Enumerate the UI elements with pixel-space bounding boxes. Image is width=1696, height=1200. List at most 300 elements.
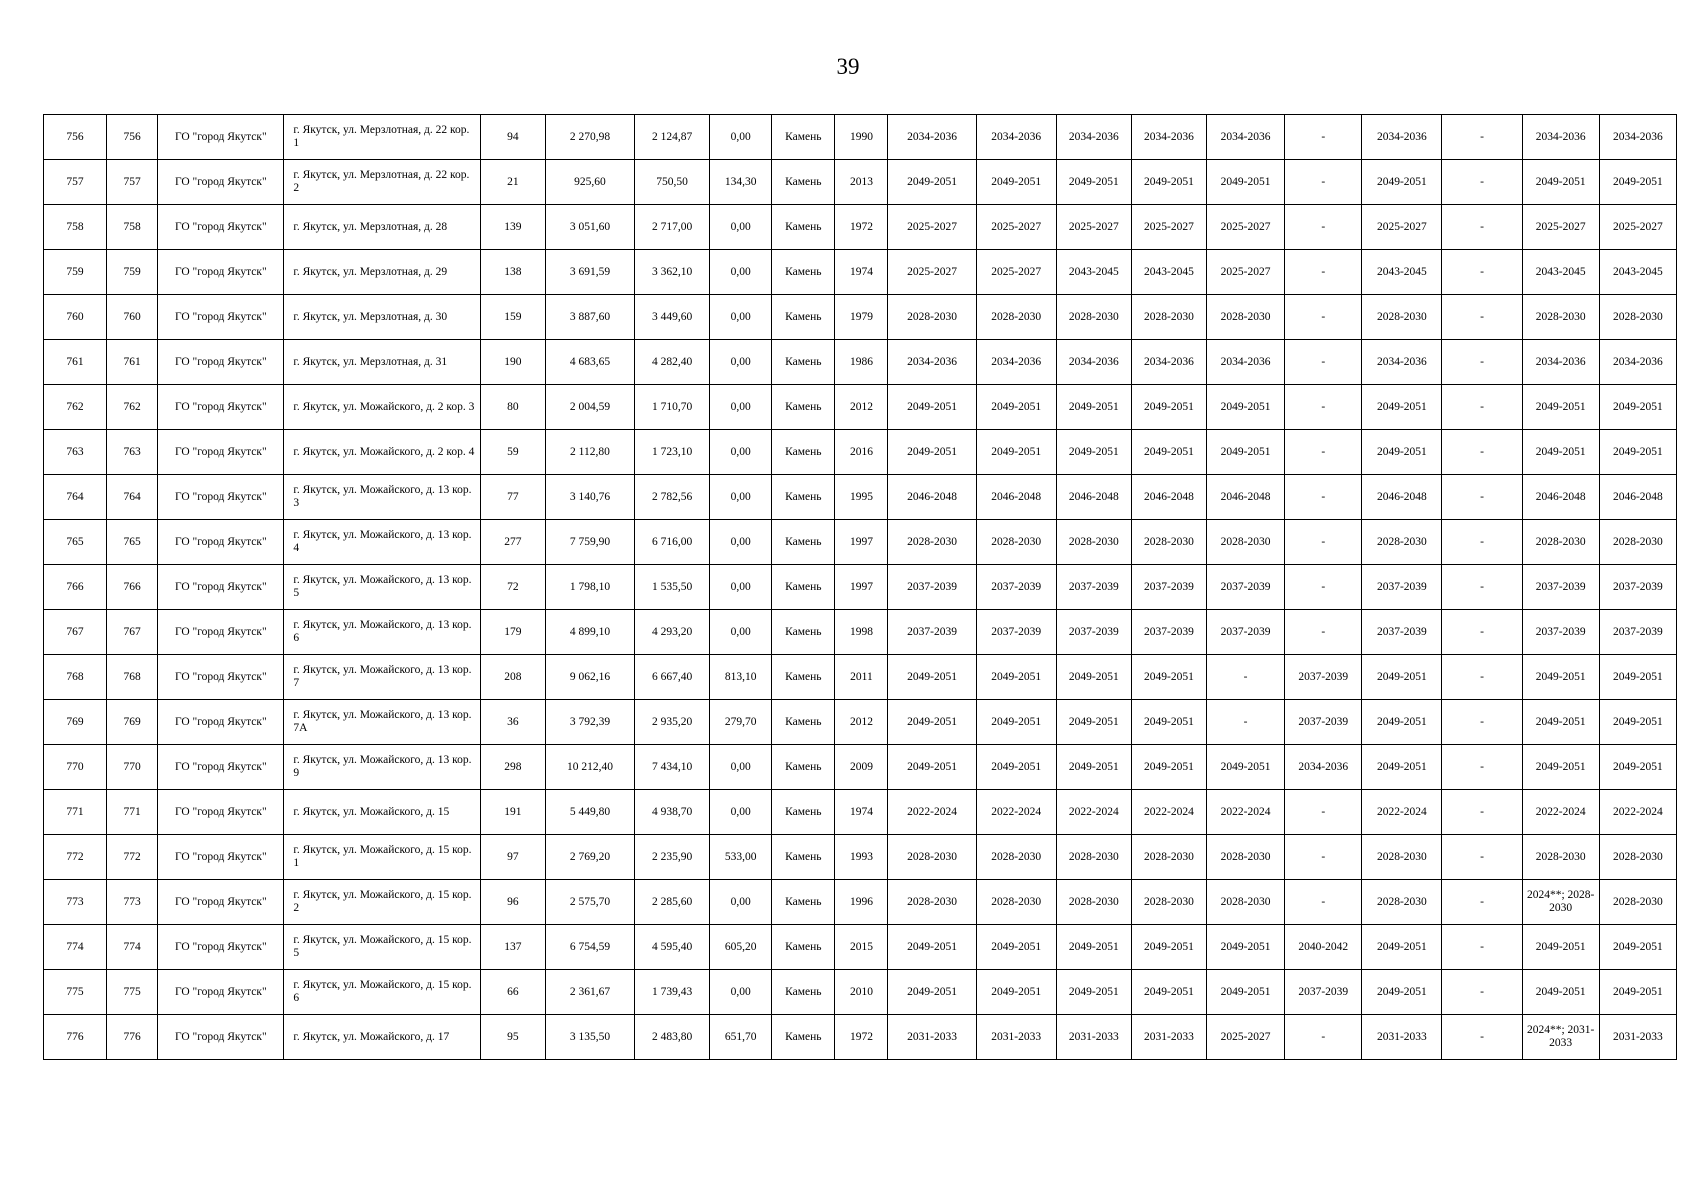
work-period-cell: 2034-2036 (1362, 340, 1442, 385)
address-cell: г. Якутск, ул. Можайского, д. 13 кор. 7 (284, 655, 480, 700)
work-period-cell: - (1442, 925, 1522, 970)
living-area-cell: 1 739,43 (635, 970, 710, 1015)
wall-material-cell: Камень (772, 385, 835, 430)
living-area-cell: 1 723,10 (635, 430, 710, 475)
residents-cell: 21 (480, 160, 545, 205)
living-area-cell: 4 293,20 (635, 610, 710, 655)
wall-material-cell: Камень (772, 655, 835, 700)
nonresidential-area-cell: 134,30 (710, 160, 772, 205)
work-period-cell: 2049-2051 (1056, 430, 1131, 475)
work-period-cell: - (1285, 610, 1362, 655)
build-year-cell: 2012 (835, 385, 888, 430)
work-period-cell: 2037-2039 (1522, 610, 1599, 655)
work-period-cell: 2049-2051 (888, 655, 976, 700)
work-period-cell: 2049-2051 (1131, 745, 1206, 790)
work-period-cell: 2049-2051 (1599, 430, 1676, 475)
table-row (44, 250, 1677, 295)
work-period-cell: 2034-2036 (1131, 340, 1206, 385)
wall-material-cell: Камень (772, 430, 835, 475)
residents-cell: 66 (480, 970, 545, 1015)
address-cell: г. Якутск, ул. Можайского, д. 13 кор. 6 (284, 610, 480, 655)
row-number-cell: 775 (44, 970, 107, 1015)
work-period-cell: 2025-2027 (888, 250, 976, 295)
total-area-cell: 3 792,39 (545, 700, 634, 745)
work-period-cell: 2037-2039 (976, 610, 1056, 655)
residents-cell: 36 (480, 700, 545, 745)
work-period-cell: 2046-2048 (888, 475, 976, 520)
wall-material-cell: Камень (772, 970, 835, 1015)
work-period-cell: 2028-2030 (1207, 880, 1285, 925)
work-period-cell: 2046-2048 (1056, 475, 1131, 520)
wall-material-cell: Камень (772, 880, 835, 925)
work-period-cell: - (1442, 340, 1522, 385)
work-period-cell: - (1442, 1015, 1522, 1060)
work-period-cell: 2049-2051 (1522, 655, 1599, 700)
total-area-cell: 6 754,59 (545, 925, 634, 970)
work-period-cell: 2022-2024 (1599, 790, 1676, 835)
living-area-cell: 2 935,20 (635, 700, 710, 745)
nonresidential-area-cell: 0,00 (710, 430, 772, 475)
work-period-cell: - (1285, 205, 1362, 250)
municipality-cell: ГО "город Якутск" (158, 790, 284, 835)
work-period-cell: - (1442, 970, 1522, 1015)
row-number-cell: 766 (44, 565, 107, 610)
work-period-cell: - (1285, 385, 1362, 430)
registry-number-cell: 760 (107, 295, 158, 340)
work-period-cell: 2049-2051 (1056, 925, 1131, 970)
work-period-cell: 2043-2045 (1522, 250, 1599, 295)
work-period-cell: - (1442, 880, 1522, 925)
work-period-cell: - (1442, 565, 1522, 610)
work-period-cell: - (1285, 250, 1362, 295)
residents-cell: 77 (480, 475, 545, 520)
wall-material-cell: Камень (772, 610, 835, 655)
municipality-cell: ГО "город Якутск" (158, 250, 284, 295)
work-period-cell: 2028-2030 (1056, 835, 1131, 880)
wall-material-cell: Камень (772, 250, 835, 295)
municipality-cell: ГО "город Якутск" (158, 430, 284, 475)
work-period-cell: 2028-2030 (976, 295, 1056, 340)
registry-number-cell: 766 (107, 565, 158, 610)
municipality-cell: ГО "город Якутск" (158, 925, 284, 970)
municipality-cell: ГО "город Якутск" (158, 385, 284, 430)
build-year-cell: 1986 (835, 340, 888, 385)
build-year-cell: 1996 (835, 880, 888, 925)
work-period-cell: 2034-2036 (1522, 340, 1599, 385)
living-area-cell: 2 483,80 (635, 1015, 710, 1060)
work-period-cell: 2031-2033 (888, 1015, 976, 1060)
work-period-cell: - (1285, 790, 1362, 835)
work-period-cell: 2049-2051 (1599, 925, 1676, 970)
work-period-cell: 2049-2051 (1056, 700, 1131, 745)
residents-cell: 95 (480, 1015, 545, 1060)
work-period-cell: 2028-2030 (1599, 295, 1676, 340)
total-area-cell: 2 575,70 (545, 880, 634, 925)
residents-cell: 94 (480, 115, 545, 160)
work-period-cell: 2049-2051 (1362, 700, 1442, 745)
address-cell: г. Якутск, ул. Можайского, д. 17 (284, 1015, 480, 1060)
living-area-cell: 2 717,00 (635, 205, 710, 250)
registry-number-cell: 775 (107, 970, 158, 1015)
registry-number-cell: 773 (107, 880, 158, 925)
work-period-cell: 2034-2036 (1207, 340, 1285, 385)
work-period-cell: 2049-2051 (1522, 925, 1599, 970)
work-period-cell: 2037-2039 (1599, 610, 1676, 655)
row-number-cell: 767 (44, 610, 107, 655)
registry-number-cell: 764 (107, 475, 158, 520)
work-period-cell: 2028-2030 (976, 520, 1056, 565)
work-period-cell: 2049-2051 (1522, 385, 1599, 430)
residents-cell: 137 (480, 925, 545, 970)
table-row (44, 295, 1677, 340)
address-cell: г. Якутск, ул. Мерзлотная, д. 30 (284, 295, 480, 340)
work-period-cell: 2049-2051 (1207, 160, 1285, 205)
living-area-cell: 3 362,10 (635, 250, 710, 295)
row-number-cell: 761 (44, 340, 107, 385)
work-period-cell: 2037-2039 (1285, 655, 1362, 700)
work-period-cell: 2028-2030 (1131, 520, 1206, 565)
residents-cell: 298 (480, 745, 545, 790)
total-area-cell: 3 691,59 (545, 250, 634, 295)
address-cell: г. Якутск, ул. Мерзлотная, д. 22 кор. 2 (284, 160, 480, 205)
work-period-cell: 2049-2051 (1207, 925, 1285, 970)
work-period-cell: 2025-2027 (1362, 205, 1442, 250)
municipality-cell: ГО "город Якутск" (158, 970, 284, 1015)
work-period-cell: 2028-2030 (1599, 880, 1676, 925)
work-period-cell: - (1442, 610, 1522, 655)
work-period-cell: - (1285, 520, 1362, 565)
work-period-cell: 2031-2033 (1599, 1015, 1676, 1060)
work-period-cell: 2049-2051 (1599, 385, 1676, 430)
nonresidential-area-cell: 605,20 (710, 925, 772, 970)
nonresidential-area-cell: 0,00 (710, 340, 772, 385)
municipality-cell: ГО "город Якутск" (158, 835, 284, 880)
work-period-cell: 2037-2039 (1207, 610, 1285, 655)
build-year-cell: 1972 (835, 1015, 888, 1060)
work-period-cell: - (1285, 880, 1362, 925)
wall-material-cell: Камень (772, 835, 835, 880)
work-period-cell: 2049-2051 (1056, 970, 1131, 1015)
work-period-cell: 2025-2027 (888, 205, 976, 250)
work-period-cell: - (1442, 115, 1522, 160)
table-row (44, 700, 1677, 745)
total-area-cell: 3 140,76 (545, 475, 634, 520)
address-cell: г. Якутск, ул. Можайского, д. 15 кор. 2 (284, 880, 480, 925)
work-period-cell: 2028-2030 (888, 835, 976, 880)
build-year-cell: 1972 (835, 205, 888, 250)
work-period-cell: 2037-2039 (1131, 610, 1206, 655)
work-period-cell: - (1285, 115, 1362, 160)
work-period-cell: - (1442, 475, 1522, 520)
registry-number-cell: 756 (107, 115, 158, 160)
work-period-cell: 2037-2039 (888, 610, 976, 655)
municipality-cell: ГО "город Якутск" (158, 880, 284, 925)
work-period-cell: 2034-2036 (1056, 340, 1131, 385)
work-period-cell: 2025-2027 (1207, 250, 1285, 295)
registry-number-cell: 771 (107, 790, 158, 835)
work-period-cell: 2049-2051 (976, 970, 1056, 1015)
work-period-cell: 2037-2039 (1362, 565, 1442, 610)
work-period-cell: 2049-2051 (1362, 430, 1442, 475)
work-period-cell: 2049-2051 (1207, 970, 1285, 1015)
table-row (44, 610, 1677, 655)
row-number-cell: 759 (44, 250, 107, 295)
total-area-cell: 4 683,65 (545, 340, 634, 385)
nonresidential-area-cell: 0,00 (710, 385, 772, 430)
address-cell: г. Якутск, ул. Мерзлотная, д. 28 (284, 205, 480, 250)
work-period-cell: 2049-2051 (888, 925, 976, 970)
municipality-cell: ГО "город Якутск" (158, 160, 284, 205)
work-period-cell: 2049-2051 (976, 925, 1056, 970)
residents-cell: 139 (480, 205, 545, 250)
work-period-cell: 2028-2030 (1207, 295, 1285, 340)
address-cell: г. Якутск, ул. Можайского, д. 2 кор. 4 (284, 430, 480, 475)
work-period-cell: 2049-2051 (1362, 970, 1442, 1015)
work-period-cell: - (1442, 205, 1522, 250)
municipality-cell: ГО "город Якутск" (158, 745, 284, 790)
row-number-cell: 771 (44, 790, 107, 835)
wall-material-cell: Камень (772, 925, 835, 970)
address-cell: г. Якутск, ул. Мерзлотная, д. 31 (284, 340, 480, 385)
work-period-cell: - (1442, 250, 1522, 295)
work-period-cell: 2049-2051 (1131, 970, 1206, 1015)
registry-number-cell: 761 (107, 340, 158, 385)
work-period-cell: 2049-2051 (1056, 160, 1131, 205)
work-period-cell: 2028-2030 (1362, 520, 1442, 565)
residents-cell: 97 (480, 835, 545, 880)
work-period-cell: 2037-2039 (1207, 565, 1285, 610)
address-cell: г. Якутск, ул. Можайского, д. 15 кор. 6 (284, 970, 480, 1015)
work-period-cell: 2028-2030 (1056, 295, 1131, 340)
address-cell: г. Якутск, ул. Можайского, д. 2 кор. 3 (284, 385, 480, 430)
address-cell: г. Якутск, ул. Можайского, д. 13 кор. 5 (284, 565, 480, 610)
work-period-cell: 2028-2030 (976, 880, 1056, 925)
work-period-cell: 2025-2027 (1522, 205, 1599, 250)
work-period-cell: 2028-2030 (888, 880, 976, 925)
build-year-cell: 2013 (835, 160, 888, 205)
housing-register-table (43, 114, 1677, 1060)
work-period-cell: 2040-2042 (1285, 925, 1362, 970)
work-period-cell: 2028-2030 (1131, 880, 1206, 925)
nonresidential-area-cell: 0,00 (710, 115, 772, 160)
address-cell: г. Якутск, ул. Можайского, д. 15 кор. 5 (284, 925, 480, 970)
work-period-cell: 2028-2030 (1131, 295, 1206, 340)
wall-material-cell: Камень (772, 520, 835, 565)
work-period-cell: 2028-2030 (888, 520, 976, 565)
build-year-cell: 1997 (835, 520, 888, 565)
work-period-cell: 2043-2045 (1362, 250, 1442, 295)
table-row (44, 1015, 1677, 1060)
municipality-cell: ГО "город Якутск" (158, 295, 284, 340)
work-period-cell: 2025-2027 (1056, 205, 1131, 250)
build-year-cell: 2015 (835, 925, 888, 970)
work-period-cell: - (1442, 790, 1522, 835)
total-area-cell: 7 759,90 (545, 520, 634, 565)
residents-cell: 179 (480, 610, 545, 655)
row-number-cell: 757 (44, 160, 107, 205)
work-period-cell: 2049-2051 (888, 430, 976, 475)
table-row (44, 835, 1677, 880)
work-period-cell: 2046-2048 (976, 475, 1056, 520)
work-period-cell: - (1442, 655, 1522, 700)
work-period-cell: - (1442, 385, 1522, 430)
work-period-cell: 2049-2051 (976, 160, 1056, 205)
work-period-cell: 2046-2048 (1362, 475, 1442, 520)
work-period-cell: 2022-2024 (1362, 790, 1442, 835)
table-row (44, 880, 1677, 925)
work-period-cell: 2025-2027 (976, 205, 1056, 250)
work-period-cell: 2031-2033 (1131, 1015, 1206, 1060)
registry-number-cell: 776 (107, 1015, 158, 1060)
row-number-cell: 773 (44, 880, 107, 925)
table-row (44, 340, 1677, 385)
nonresidential-area-cell: 0,00 (710, 475, 772, 520)
table-body (44, 115, 1677, 1060)
work-period-cell: - (1285, 295, 1362, 340)
municipality-cell: ГО "город Якутск" (158, 655, 284, 700)
build-year-cell: 1995 (835, 475, 888, 520)
registry-number-cell: 770 (107, 745, 158, 790)
living-area-cell: 750,50 (635, 160, 710, 205)
living-area-cell: 1 535,50 (635, 565, 710, 610)
registry-number-cell: 772 (107, 835, 158, 880)
nonresidential-area-cell: 0,00 (710, 610, 772, 655)
work-period-cell: 2025-2027 (1207, 1015, 1285, 1060)
address-cell: г. Якутск, ул. Можайского, д. 13 кор. 3 (284, 475, 480, 520)
work-period-cell: 2034-2036 (1056, 115, 1131, 160)
work-period-cell: - (1285, 835, 1362, 880)
work-period-cell: 2034-2036 (1599, 340, 1676, 385)
work-period-cell: 2049-2051 (1056, 655, 1131, 700)
work-period-cell: 2028-2030 (1599, 520, 1676, 565)
living-area-cell: 7 434,10 (635, 745, 710, 790)
municipality-cell: ГО "город Якутск" (158, 1015, 284, 1060)
total-area-cell: 3 887,60 (545, 295, 634, 340)
work-period-cell: 2049-2051 (888, 970, 976, 1015)
address-cell: г. Якутск, ул. Можайского, д. 13 кор. 7А (284, 700, 480, 745)
work-period-cell: 2037-2039 (976, 565, 1056, 610)
work-period-cell: 2028-2030 (976, 835, 1056, 880)
table-row (44, 520, 1677, 565)
work-period-cell: 2034-2036 (1285, 745, 1362, 790)
work-period-cell: 2049-2051 (888, 385, 976, 430)
residents-cell: 277 (480, 520, 545, 565)
municipality-cell: ГО "город Якутск" (158, 340, 284, 385)
table-row (44, 475, 1677, 520)
total-area-cell: 3 135,50 (545, 1015, 634, 1060)
work-period-cell: 2031-2033 (976, 1015, 1056, 1060)
work-period-cell: 2022-2024 (888, 790, 976, 835)
registry-number-cell: 765 (107, 520, 158, 565)
work-period-cell: 2034-2036 (1131, 115, 1206, 160)
nonresidential-area-cell: 0,00 (710, 205, 772, 250)
work-period-cell: 2037-2039 (1362, 610, 1442, 655)
work-period-cell: 2034-2036 (1522, 115, 1599, 160)
work-period-cell: 2024**; 2031-2033 (1522, 1015, 1599, 1060)
work-period-cell: 2049-2051 (1362, 925, 1442, 970)
total-area-cell: 2 270,98 (545, 115, 634, 160)
work-period-cell: 2049-2051 (976, 430, 1056, 475)
build-year-cell: 1997 (835, 565, 888, 610)
total-area-cell: 925,60 (545, 160, 634, 205)
work-period-cell: 2049-2051 (1362, 655, 1442, 700)
work-period-cell: 2049-2051 (1207, 430, 1285, 475)
build-year-cell: 1974 (835, 250, 888, 295)
residents-cell: 138 (480, 250, 545, 295)
work-period-cell: 2049-2051 (1599, 970, 1676, 1015)
work-period-cell: 2028-2030 (1207, 835, 1285, 880)
living-area-cell: 3 449,60 (635, 295, 710, 340)
living-area-cell: 6 716,00 (635, 520, 710, 565)
work-period-cell: 2049-2051 (1362, 385, 1442, 430)
work-period-cell: 2049-2051 (1362, 160, 1442, 205)
work-period-cell: 2034-2036 (976, 340, 1056, 385)
work-period-cell: - (1442, 160, 1522, 205)
work-period-cell: 2046-2048 (1131, 475, 1206, 520)
work-period-cell: 2037-2039 (1599, 565, 1676, 610)
work-period-cell: 2049-2051 (1522, 160, 1599, 205)
living-area-cell: 2 782,56 (635, 475, 710, 520)
work-period-cell: 2022-2024 (1522, 790, 1599, 835)
row-number-cell: 763 (44, 430, 107, 475)
work-period-cell: - (1285, 340, 1362, 385)
work-period-cell: 2049-2051 (1522, 430, 1599, 475)
row-number-cell: 756 (44, 115, 107, 160)
build-year-cell: 2011 (835, 655, 888, 700)
work-period-cell: 2049-2051 (976, 745, 1056, 790)
row-number-cell: 776 (44, 1015, 107, 1060)
wall-material-cell: Камень (772, 340, 835, 385)
total-area-cell: 2 112,80 (545, 430, 634, 475)
work-period-cell: 2037-2039 (1285, 700, 1362, 745)
work-period-cell: 2022-2024 (976, 790, 1056, 835)
work-period-cell: 2046-2048 (1599, 475, 1676, 520)
wall-material-cell: Камень (772, 295, 835, 340)
residents-cell: 190 (480, 340, 545, 385)
work-period-cell: 2028-2030 (1599, 835, 1676, 880)
nonresidential-area-cell: 0,00 (710, 520, 772, 565)
municipality-cell: ГО "город Якутск" (158, 115, 284, 160)
nonresidential-area-cell: 813,10 (710, 655, 772, 700)
work-period-cell: - (1207, 655, 1285, 700)
page-number: 39 (836, 54, 860, 79)
municipality-cell: ГО "город Якутск" (158, 520, 284, 565)
municipality-cell: ГО "город Якутск" (158, 205, 284, 250)
work-period-cell: 2049-2051 (1207, 385, 1285, 430)
nonresidential-area-cell: 0,00 (710, 790, 772, 835)
wall-material-cell: Камень (772, 475, 835, 520)
nonresidential-area-cell: 0,00 (710, 250, 772, 295)
total-area-cell: 10 212,40 (545, 745, 634, 790)
work-period-cell: 2034-2036 (976, 115, 1056, 160)
row-number-cell: 765 (44, 520, 107, 565)
work-period-cell: 2049-2051 (1131, 925, 1206, 970)
build-year-cell: 1998 (835, 610, 888, 655)
nonresidential-area-cell: 279,70 (710, 700, 772, 745)
work-period-cell: 2037-2039 (1056, 610, 1131, 655)
row-number-cell: 760 (44, 295, 107, 340)
work-period-cell: 2049-2051 (1599, 700, 1676, 745)
work-period-cell: 2049-2051 (888, 160, 976, 205)
nonresidential-area-cell: 0,00 (710, 565, 772, 610)
work-period-cell: 2028-2030 (1207, 520, 1285, 565)
work-period-cell: 2034-2036 (1362, 115, 1442, 160)
work-period-cell: 2049-2051 (1056, 745, 1131, 790)
total-area-cell: 2 361,67 (545, 970, 634, 1015)
work-period-cell: 2049-2051 (1599, 745, 1676, 790)
work-period-cell: 2037-2039 (1056, 565, 1131, 610)
residents-cell: 59 (480, 430, 545, 475)
